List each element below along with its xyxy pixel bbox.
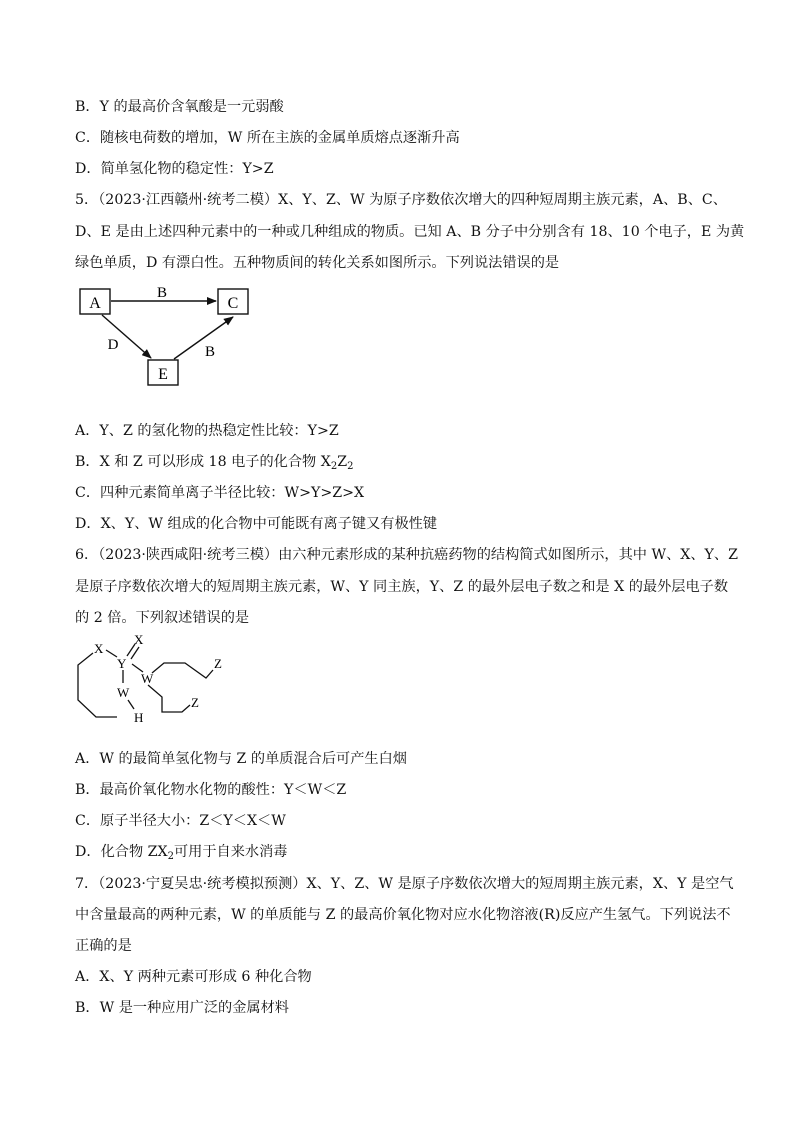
arrow-a-to-e-label: D <box>107 337 119 353</box>
q5-option-b-sub2: 2 <box>347 461 354 472</box>
q7-stem-line-3: 正确的是 <box>75 938 132 954</box>
q5-option-b-mid: Z <box>337 454 348 470</box>
q5-option-c: C．四种元素简单离子半径比较：W>Y>Z>X <box>75 485 365 501</box>
q7-option-a: A．X、Y 两种元素可形成 6 种化合物 <box>75 969 312 985</box>
atom-h: H <box>134 710 144 725</box>
q5-option-d: D．X、Y、W 组成的化合物中可能既有离子键又有极性键 <box>75 516 438 532</box>
atom-w-center: W <box>141 671 154 686</box>
node-c-label: C <box>227 295 239 312</box>
atom-z-bottom: Z <box>191 695 199 710</box>
q7-stem-line-1: 7．（2023·宁夏吴忠·统考模拟预测）X、Y、Z、W 是原子序数依次增大的短周期主族元素，X、Y 是空气 <box>75 876 734 892</box>
q7-stem-line-2: 中含量最高的两种元素，W 的单质能与 Z 的最高价氧化物对应水化物溶液(R)反应产生氢气。下列说法不 <box>75 907 731 923</box>
q6-option-c: C．原子半径大小：Z＜Y＜X＜W <box>75 813 286 829</box>
arrow-a-to-c-label: B <box>156 285 168 301</box>
atom-w-ring: W <box>117 685 130 700</box>
q6-option-b: B．最高价氧化物水化物的酸性：Y＜W＜Z <box>75 782 347 798</box>
q4-option-c: C．随核电荷数的增加，W 所在主族的金属单质熔点逐渐升高 <box>75 130 460 146</box>
node-e-label: E <box>158 366 168 383</box>
q5-stem-line-2: D、E 是由上述四种元素中的一种或几种组成的物质。已知 A、B 分子中分别含有 18、10 个电子，E 为黄 <box>75 224 745 240</box>
q7-option-b: B．W 是一种应用广泛的金属材料 <box>75 1000 289 1016</box>
q6-option-d-text: D．化合物 ZX <box>75 844 168 860</box>
q6-option-d <box>75 842 287 862</box>
q5-option-b-text: B．X 和 Z 可以形成 18 电子的化合物 X <box>75 454 331 470</box>
atom-y: Y <box>117 656 127 671</box>
atom-x-ring: X <box>94 641 104 656</box>
arrow-e-to-c-label: B <box>204 344 216 360</box>
q4-option-b: B．Y 的最高价含氧酸是一元弱酸 <box>75 99 284 115</box>
node-a-label: A <box>89 295 101 312</box>
q6-stem-line-1: 6．（2023·陕西咸阳·统考三模）由六种元素形成的某种抗癌药物的结构简式如图所示，其中 W、X、Y、Z <box>75 547 738 563</box>
atom-x-top: X <box>134 632 144 647</box>
q6-option-d-tail: 可用于自来水消毒 <box>173 844 288 860</box>
atom-z-top: Z <box>214 656 222 671</box>
q5-option-b-sub1: 2 <box>330 461 338 472</box>
q6-option-a: A．W 的最简单氢化物与 Z 的单质混合后可产生白烟 <box>75 751 407 767</box>
q5-stem-line-3: 绿色单质，D 有漂白性。五种物质间的转化关系如图所示。下列说法错误的是 <box>75 255 560 271</box>
q5-stem-line-1: 5．（2023·江西赣州·统考二模）X、Y、Z、W 为原子序数依次增大的四种短周期主族元素，A、B、C、 <box>75 192 727 208</box>
q6-stem-line-2: 是原子序数依次增大的短周期主族元素，W、Y 同主族，Y、Z 的最外层电子数之和是 X 的最外层电子数 <box>75 579 729 595</box>
q5-option-a: A．Y、Z 的氢化物的热稳定性比较：Y>Z <box>75 423 339 439</box>
q6-stem-line-3: 的 2 倍。下列叙述错误的是 <box>75 610 250 626</box>
q4-option-d: D．简单氢化物的稳定性：Y>Z <box>75 161 274 177</box>
q6-option-d-sub: 2 <box>167 851 174 862</box>
